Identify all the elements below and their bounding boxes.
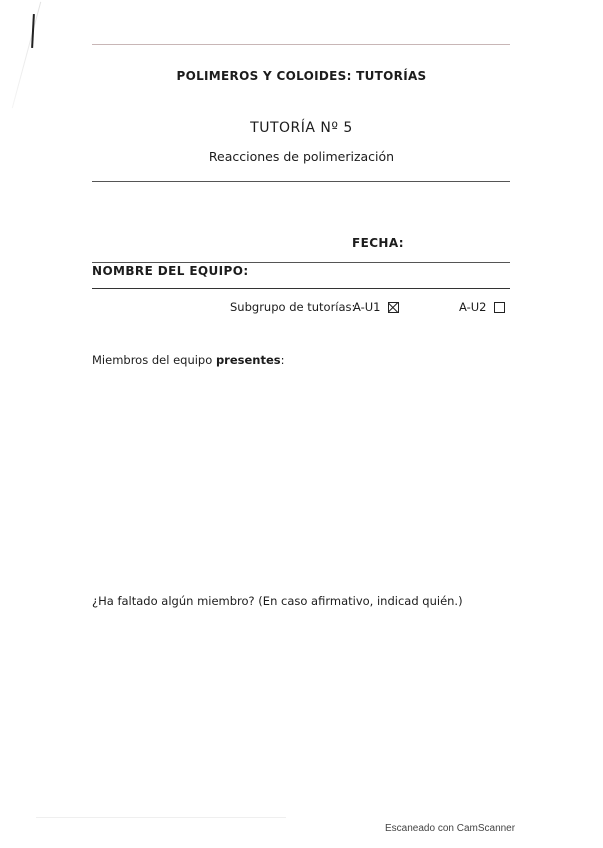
members-label-suffix: : xyxy=(280,353,285,367)
margin-pen-mark xyxy=(31,14,35,48)
scan-edge-line xyxy=(36,817,286,818)
empty-checkbox-icon[interactable] xyxy=(494,302,505,313)
scanner-watermark: Escaneado con CamScanner xyxy=(385,823,516,834)
subgroup-option-a-u1[interactable] xyxy=(353,300,399,314)
members-label-bold: presentes xyxy=(215,353,281,367)
subgroup-option-label: A-U1 xyxy=(353,300,381,314)
tutoria-title: TUTORÍA Nº 5 xyxy=(250,120,353,136)
subject-title: Reacciones de polimerización xyxy=(208,149,395,164)
subgroup-label: Subgrupo de tutorías: xyxy=(230,300,356,314)
margin-smudge xyxy=(12,2,41,109)
course-title: POLIMEROS Y COLOIDES: TUTORÍAS xyxy=(176,69,427,83)
subgroup-option-label: A-U2 xyxy=(459,300,487,314)
top-divider xyxy=(92,44,510,45)
header-divider xyxy=(92,181,510,182)
members-label xyxy=(92,353,285,367)
fecha-line xyxy=(92,262,510,263)
team-name-line xyxy=(92,288,510,289)
subgroup-option-a-u2[interactable] xyxy=(459,300,505,314)
members-label-prefix: Miembros del equipo xyxy=(92,353,216,367)
missing-member-question: ¿Ha faltado algún miembro? (En caso afirmativo, indicad quién.) xyxy=(92,594,463,608)
fecha-label: FECHA: xyxy=(352,236,404,250)
checked-checkbox-icon[interactable] xyxy=(388,302,399,313)
team-name-label: NOMBRE DEL EQUIPO: xyxy=(92,264,249,278)
